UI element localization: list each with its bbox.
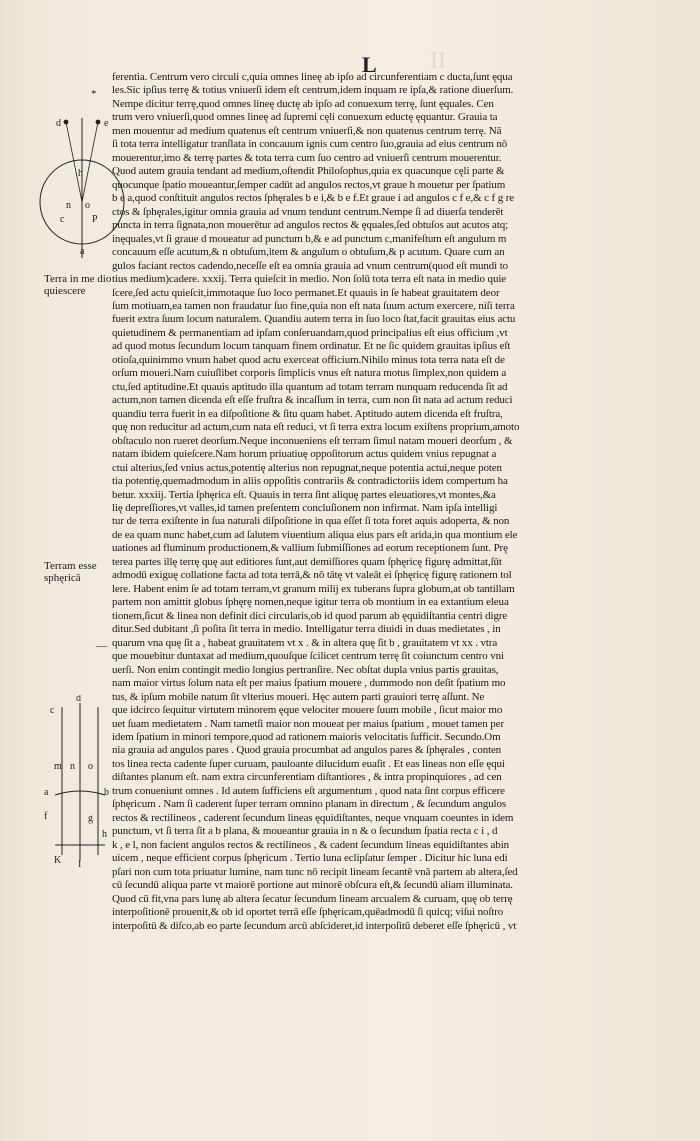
text-line: lię depreſſiores,vt valles,id tamen preſentem concluſionem non infirmat. Nam ipſa intelligi xyxy=(112,502,498,514)
text-line: quandiu terra fuerit in ea diſpoſitione & ſitu quam habet. Aptitudo autem dicenda eſt fruſtra, xyxy=(112,407,503,420)
text-line: ctui alterius,ſed vnius actus,potentię alterius non repugnat,neque potentia actui,neque poten xyxy=(112,461,502,474)
figure-label: a xyxy=(80,246,85,257)
text-line: ſcere,ſed actu quieſcit,immotaque ſuo loco permanet.Et quauis in ſe habeat grauitatem deor xyxy=(112,286,500,299)
figure-label: c xyxy=(60,214,65,225)
text-line: interpoſitionē prouenit,& ob id oportet terrā eſſe ſphęricam,quēadmodū ſi quicq; viſui noſtro xyxy=(112,906,504,919)
text-line: ditur.Sed dubitant ,ſi poſita ſit terra in medio. Intelligatur terra diuidi in duas medietates , in xyxy=(112,623,501,636)
text-line: Quod autem grauia tendant ad medium,oſtendit Philoſophus,quia ex quacunque cęli parte & xyxy=(112,165,505,178)
text-line: quarum vna quę ſit a , habeat grauitatem vt x . & in altera quę ſit b , grauitatem vt xx . vtra xyxy=(112,636,498,649)
text-line: uicem , neque efficient corpus ſphęricum . Tertio luna eclipſatur ſemper . Dicitur hic luna edi xyxy=(112,852,508,865)
figure-label: d xyxy=(76,695,81,704)
text-line: quocunque ſpatio moueantur,ſemper cadūt ad angulos rectos,vt graue h mouetur per ſpatium xyxy=(112,178,506,191)
text-line: punctum, vt ſi terra ſit a b plana, & moueantur grauia in n & o ſecundum ſpatia recta c i , d xyxy=(112,825,498,838)
text-line: ſphęricum . Nam ſi caderent ſuper terram omnino planam in directum , & ſecundum angulos xyxy=(112,798,506,811)
text-line: cū ſecundū aliqua parte vt maiorē portione aut minorē obſcura eſt,& ſecundū aliam illuminata. xyxy=(112,879,513,892)
figure-label: n xyxy=(66,200,71,211)
figure-label: I xyxy=(78,859,82,870)
text-line: Quod cū fit,vna pars lunę ab altera ſecatur ſecundum lineam arcualem & curuam, quę ob terrę xyxy=(112,892,513,905)
text-line: Nempe dicitur terrę,quod omnes lineę ductę ab ipſo ad conuexum terrę, ſunt ęquales. Cen xyxy=(112,97,494,110)
text-line: quę non reducitur ad actum,cum nata eſt reduci, vt ſi terra extra locum exiſtens proprium,amoto xyxy=(112,421,520,434)
text-line: men mouentur ad medium quatenus eſt centrum vniuerſi,& non quatenus centrum terrę. Nā xyxy=(112,124,502,137)
figure-label: d xyxy=(56,118,61,129)
text-line: diſtantes planum eſt. nam extra circunferentiam diſtantiores , & intra propinquiores , ad cen xyxy=(112,771,502,784)
folio-number: L xyxy=(362,52,377,77)
figure-label: b xyxy=(104,787,109,798)
figure-label: o xyxy=(88,761,93,772)
text-line: ſi tota terra intelligatur tranſlata in concauum ignis cum centro ſuo,grauia ad eius centrum nō xyxy=(112,138,508,151)
text-line: mouerentur,imo & terrę partes & tota terra cum ſuo centro ad vniuerſi centrum mouerentur. xyxy=(112,151,502,164)
main-text-block xyxy=(112,71,650,933)
text-line: b e a,quod conſtituit angulos rectos ſphęrales b e i,& b e f.Et graue i ad angulos c f e,& c f g re xyxy=(112,192,515,205)
text-line: terea partes illę terrę quę aut editiores ſunt,aut demiſſiores quam ſphęricę figurę admittat,ſūt xyxy=(112,555,502,568)
figure-label: h xyxy=(102,829,107,840)
bleed-through-mark: II xyxy=(430,48,446,74)
text-line: interpoſitū & diſco,ab eo parte ſecundum arcū abſcideret,id interpoſitū deberet eſſe ſphęricū , vt xyxy=(112,919,517,932)
text-line: ſum motiuam,ea tamen non fraudatur ſuo fine,quia non eſt nata ſuum actum exercere, niſi terra xyxy=(112,299,515,312)
text-line: obſtaculo non rueret deorſum.Neque inconueniens eſt terram ſimul natam moueri deorſum , & xyxy=(112,434,513,447)
figure-label: m xyxy=(54,761,62,772)
asterisk-mark: * xyxy=(91,88,97,100)
text-line: tus, & ipſum mobile natum ſit vlterius moueri. Hęc autem parti grauiori terrę aſſunt. Ne xyxy=(112,690,485,703)
text-line: fuerit extra ſuum locum naturalem. Quandiu autem terra in ſuo loco ſtat,facit grauitas eius actu xyxy=(112,313,516,326)
figure-label: f xyxy=(44,811,48,822)
text-line: uet ſuam medietatem . Nam tametſi maior non moueat per maius ſpatium , mouet tamen per xyxy=(112,717,504,730)
text-line: inęquales,vt ſi graue d moueatur ad punctum b,& e ad punctum c,manifeſtum eſt angulum m xyxy=(112,232,507,245)
text-line: tius medium)cadere. xxxij. Terra quieſcit in medio. Non ſolū tota terra eſt nata in medio quie xyxy=(112,273,507,286)
text-line: ctu,ſed aptitudine.Et quauis aptitudo illa quantum ad totam terram nunquam reducenda ſit ad xyxy=(112,380,508,393)
figure-label: a xyxy=(44,787,49,798)
margin-note-terram-spherica: Terram esse sphęricā xyxy=(44,560,97,584)
text-line: trum vero vniuerſi,quod omnes lineę ad ſupremi cęli conuexum eductę ęquantur. Grauia ta xyxy=(112,111,498,124)
figure-label: K xyxy=(54,855,62,866)
text-line: ctos & ſphęrales,igitur omnia grauia ad vnum tendunt centrum.Nempe ſi ad diuerſa tenderēt xyxy=(112,205,504,218)
text-line: otioſa,quinimmo vnum habet quod actu exerceat officium.Nihilo minus tota terra nata eſt de xyxy=(112,353,505,366)
figure-label: o xyxy=(85,200,90,211)
text-line: quietudinem & permanentiam ad ipſam conſeruandam,quod principalius eſt eius officium ,vt xyxy=(112,326,508,339)
text-line: pſari non cum tota priuatur lumine, nam tunc nō recipit lineam ſecantē vnā partem ab altera,ſed xyxy=(112,865,518,878)
figure-label: g xyxy=(88,813,93,824)
text-line: tionem,ſicut & linea non definit dici circularis,ob id quod parum ab ęquidiſtantia centri digre xyxy=(112,609,508,622)
figure-label: c xyxy=(50,705,55,716)
figure-label: P xyxy=(92,214,98,225)
text-line: idem ſpatium in minori tempore,quod ad rationem maioris velocitatis ſufficit. Secundo.Om xyxy=(112,730,501,743)
text-line: les.Sic ipſius terrę & totius vniuerſi idem eſt centrum,idem inquam re ipſa,& ratione diuerſum. xyxy=(112,84,514,97)
text-line: gulos faciant rectos cadendo,neceſſe eſt ea omnia grauia ad vnum centrum(quod eſt mundi to xyxy=(112,259,509,272)
text-line: concauum eſſe acutum,& n obtuſum,item & angulum o obtuſum,& p acutum. Quare cum an xyxy=(112,246,505,259)
figure-label: h xyxy=(78,168,83,179)
figure-label: e xyxy=(104,118,109,129)
text-line: de ea quam nunc habet,cum ad ſalutem viuentium aliqua eius pars eſt arida,in qua montium ele xyxy=(112,528,518,541)
text-line: nam maior virtus ſolum nata eſt per maius ſpatium mouere , dummodo non deſit ſpatium mo xyxy=(112,677,506,690)
text-line: uationes ad fluminum productionem,& vallium ſubmiſſiones ad eorum receptionem ſunt. Prę xyxy=(112,542,508,555)
dash-mark: — xyxy=(96,640,107,652)
figure-label: n xyxy=(70,761,75,772)
text-line: k , e l, non facient angulos rectos & rectilineos , & cadent ſecundum lineas equidiſtantes abin xyxy=(112,838,510,851)
text-line: natam ibidem quieſcere.Nam horum priuatiuę oppoſitorum actus quidem vnius repugnat a xyxy=(112,448,497,461)
text-line: lere. Habent enim ſe ad totam terram,vt granum milij ex tuberans ſupra globum,at ob tantillam xyxy=(112,582,515,595)
text-line: puncta in terra ſignata,non mouerētur ad angulos rectos & ęquales,ſed obtuſos aut acutos atq; xyxy=(112,219,509,232)
text-line: rectos & rectilineos , caderent ſecundum lineas ęquidiſtantes, neque vnquam coeuntes in idem xyxy=(112,811,514,824)
text-line: betur. xxxiij. Tertia ſphęrica eſt. Quauis in terra ſint aliquę partes eleuatiores,vt montes,&a xyxy=(112,488,496,501)
text-line: tur de terra exiſtente in ſua naturali diſpoſitione in qua eſſet ſi tota foret aquis adoperta, & non xyxy=(112,515,510,528)
margin-note-terra-quiescere: Terra in me dio quiescere xyxy=(44,273,112,297)
text-line: admodū exiguę collatione facta ad tota terrā,& nō tātę vt valeāt ei ſphęricę figurę rationem tol xyxy=(112,569,512,582)
text-line: trum conueniunt omnes . Id autem ſufficiens eſt argumentum , quod nata ſint corpus efficere xyxy=(112,784,505,797)
text-line: nia grauia ad angulos pares . Quod grauia procumbat ad angulos pares & ſphęrales , conten xyxy=(112,744,502,757)
text-line: que idcirco ſequitur virtutem minorem ęque velociter mouere ſuum mobile , ſicut maior mo xyxy=(112,704,503,717)
text-line: que mouebitur duntaxat ad medium,quouſque ſcilicet centrum terrę ſit coiunctum centro vni xyxy=(112,650,504,663)
text-line: ferentia. Centrum vero circuli c,quia omnes lineę ab ipſo ad circunferentiam c ducta,ſunt ęqua xyxy=(112,71,513,83)
text-line: tia potentię,quemadmodum in aliis oppoſitis contrariis & contradictoriis idem compertum ha xyxy=(112,475,508,488)
text-line: orſum moueri.Nam cuiuſlibet corporis ſimplicis vnus eſt natura motus ſimplex,non quidem a xyxy=(112,367,507,380)
text-line: partem non amittit globus ſphęrę nomen,neque igitur terra ob montium in ea extantium eleua xyxy=(112,596,509,609)
text-line: actum,non tamen dicenda eſt eſſe fruſtra & incaſſum in terra, cum non ſit nata ad actum reduci xyxy=(112,394,513,407)
text-line: uerſi. Non enim contingit medio longius pertranſire. Nec obſtat dupla vnius partis grauitas, xyxy=(112,663,499,676)
text-line: tos linea recta cadente ſuper curuam, pauloante dilucidum euaſit . Et eas lineas non eſſe ęqui xyxy=(112,757,505,770)
text-line: ad quod motus ſecundum locum tanquam finem ordinatur. Et ne ſic quidem grauitas ipſius eſt xyxy=(112,340,511,353)
